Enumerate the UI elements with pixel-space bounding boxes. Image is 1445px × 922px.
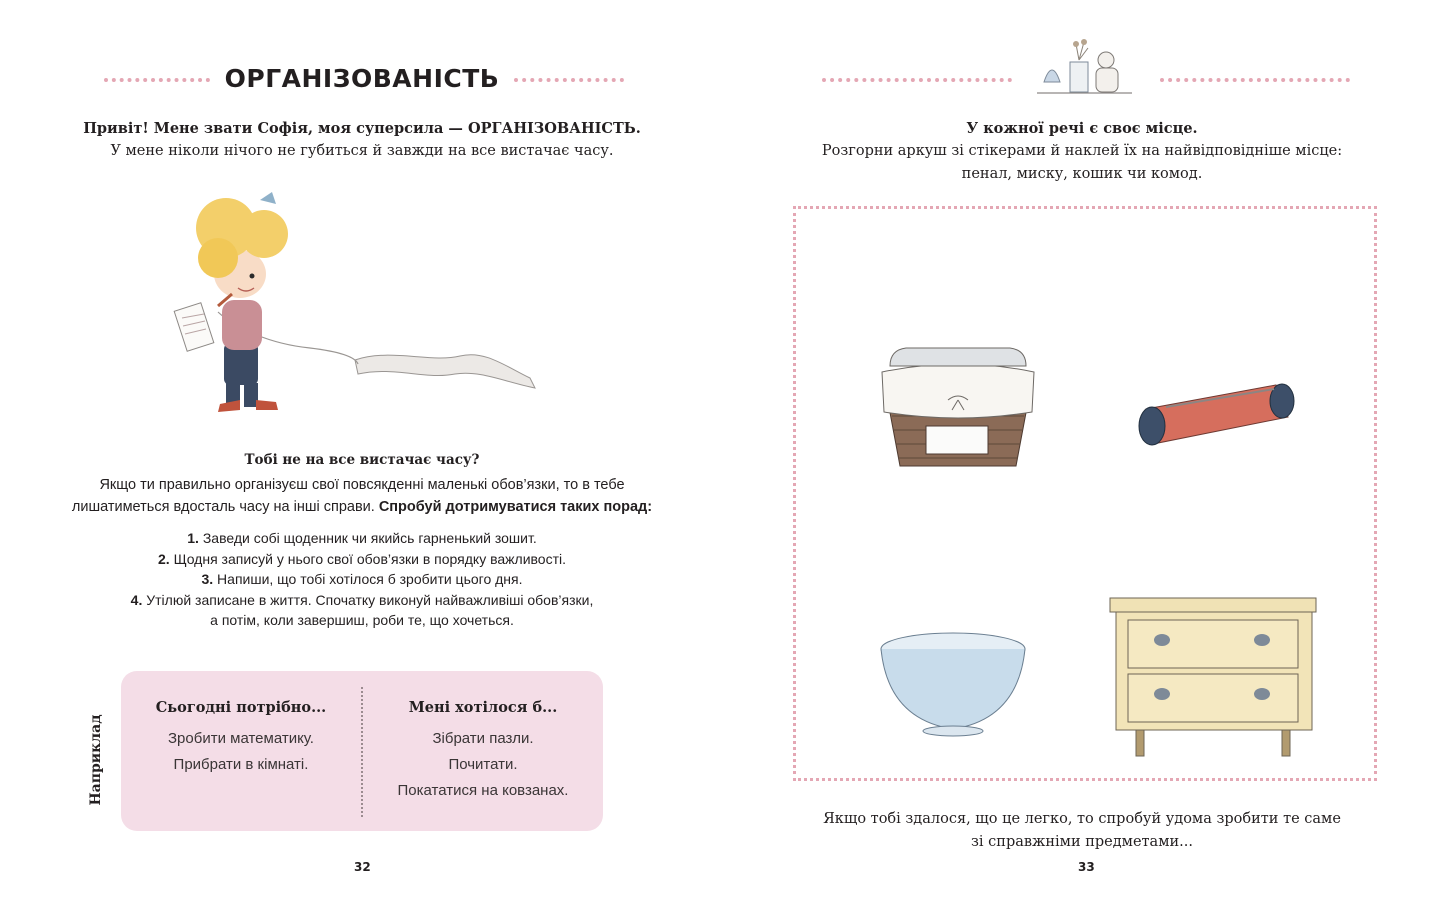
intro-text: У мене ніколи нічого не губиться й завжди на все вистачає часу.: [110, 143, 614, 159]
example-box: [121, 671, 603, 831]
list-item: 1. Заведи собі щоденник чи якийсь гарненький зошит.: [187, 530, 537, 546]
footer-line-2: зі справжніми предметами...: [971, 834, 1193, 850]
tips-list: [40, 528, 684, 631]
page-number: 32: [354, 860, 371, 874]
header-dotted-line-right: [1160, 78, 1350, 82]
example-label: Наприклад: [88, 714, 104, 806]
question-title: Тобі не на все вистачає часу?: [244, 452, 480, 468]
instruction-line-2: пенал, миску, кошик чи комод.: [961, 166, 1203, 182]
wish-column: [363, 699, 603, 804]
today-item: Зробити математику.: [168, 730, 314, 747]
right-page: [722, 0, 1445, 922]
list-item-continuation: а потім, коли завершиш, роби те, що хочеться.: [210, 612, 514, 628]
today-column: [121, 699, 361, 778]
paragraph-bold: Спробуй дотримуватися таких порад:: [378, 499, 653, 515]
shelf-decoration: [1032, 38, 1142, 98]
instruction-line-1: Розгорни аркуш зі стікерами й наклей їх на найвідповідніше місце:: [821, 143, 1343, 159]
page-title: ОРГАНІЗОВАНІСТЬ: [224, 64, 500, 93]
wish-title: Мені хотілося б...: [408, 699, 558, 716]
list-item: 4. Утілюй записане в життя. Спочатку виконуй найважливіші обов’язки,: [130, 591, 594, 608]
wish-item: Зібрати пазли.: [432, 730, 534, 747]
sofia-illustration: [160, 188, 545, 418]
list-item: 2. Щодня записуй у нього свої обов’язки в порядку важливості.: [157, 550, 566, 567]
wish-item: Почитати.: [448, 756, 518, 773]
sticker-area: [793, 206, 1377, 781]
title-dotted-line-right: [514, 78, 624, 82]
list-item: 3. Напиши, що тобі хотілося б зробити цього дня.: [201, 571, 523, 587]
today-title: Сьогодні потрібно...: [155, 699, 327, 716]
intro-bold: Привіт! Мене звати Софія, моя суперсила — ОРГАНІЗОВАНІСТЬ.: [83, 120, 641, 137]
bowl-illustration: [878, 629, 1028, 749]
left-page: [0, 0, 722, 922]
footer-line-1: Якщо тобі здалося, що це легко, то спробуй удома зробити те саме: [823, 811, 1341, 827]
title-dotted-line-left: [104, 78, 210, 82]
basket-illustration: [876, 342, 1036, 472]
header-dotted-line-left: [822, 78, 1012, 82]
wish-item: Покататися на ковзанах.: [397, 782, 569, 799]
paragraph-line-2: лишатиметься вдосталь часу на інші справи.: [71, 499, 375, 515]
section-heading: У кожної речі є своє місце.: [966, 120, 1198, 137]
tips-paragraph: [40, 474, 684, 518]
paragraph-line-1: Якщо ти правильно організуєш свої повсякденні маленькі обов’язки, то в тебе: [99, 477, 625, 493]
dresser-illustration: [1106, 594, 1326, 764]
page-number: 33: [1078, 860, 1095, 874]
today-item: Прибрати в кімнаті.: [173, 756, 309, 773]
pencil-case-illustration: [1136, 377, 1296, 457]
